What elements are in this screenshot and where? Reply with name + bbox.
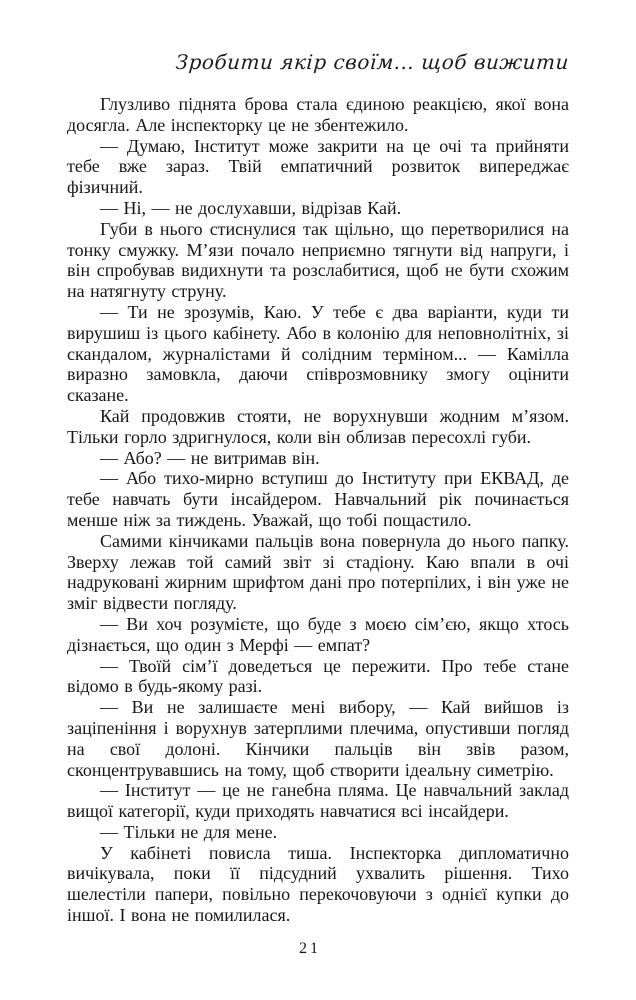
paragraph-9: Самими кінчиками пальців вона повернула до нього папку. Зверху лежав той самий звіт зі стадіону. Каю впали в очі надруковані жирним шрифтом дані про потерпілих, і він уже не зміг відвести погляду.: [67, 530, 569, 614]
page-number: 21: [299, 940, 321, 957]
paragraph-3: — Ні, — не дослухавши, відрізав Кай.: [100, 197, 402, 218]
paragraph-10: — Ви хоч розумієте, що буде з моєю сім’єю, якщо хтось дізнається, що один з Мерфі — емпат?: [67, 613, 569, 655]
paragraph-12: — Ви не залишаєте мені вибору, — Кай вийшов із заціпеніння і ворухнув затерплими плечима, опустивши погляд на свої долоні. Кінчики пальців він звів разом, сконцентрувавшись на тому, щоб створити ідеальну симетрію.: [67, 697, 569, 780]
paragraph-7: — Або? — не витримав він.: [100, 447, 320, 468]
paragraph-1: Глузливо піднята брова стала єдиною реакцією, якої вона досягла. Але інспекторку це не збентежило.: [67, 94, 569, 135]
paragraph-8: — Або тихо-мирно вступиш до Інституту при ЕКВАД, де тебе навчать бути інсайдером. Навчальний рік починається менше ніж за тиждень. Уважай, що тобі пощастило.: [67, 468, 569, 530]
paragraph-5: — Ти не зрозумів, Каю. У тебе є два варіанти, куди ти вирушиш із цього кабінету. Або в колонію для неповнолітніх, зі скандалом, журналістами й солідним терміном... — Камілла виразно замовкла, даючи співрозмовнику змогу оцінити сказане.: [67, 301, 569, 406]
paragraph-4: Губи в нього стиснулися так щільно, що перетворилися на тонку смужку. М’язи почало неприємно тягнути від напруги, і він спробував видихнути та розслабитися, щоб не бути схожим на натягнуту струну.: [67, 218, 569, 302]
paragraph-13: — Інститут — це не ганебна пляма. Це навчальний заклад вищої категорії, куди приходять навчатися всі інсайдери.: [67, 780, 569, 822]
paragraph-15: У кабінеті повисла тиша. Інспекторка дипломатично вичікувала, поки її підсудний ухвалить рішення. Тихо шелестіли папери, повільно перекочовуючи з однієї купки до іншої. І вона не помилилася.: [67, 842, 569, 926]
paragraph-6: Кай продовжив стояти, не ворухнувши жодним м’язом. Тільки горло здригнулося, коли він облизав пересохлі губи.: [67, 405, 569, 447]
page-body: [67, 94, 569, 926]
running-header: Зробити якір своїм... щоб вижити: [174, 50, 570, 74]
paragraph-11: — Твоїй сім’ї доведеться це пережити. Про тебе стане відомо в будь-якому разі.: [67, 655, 569, 697]
paragraph-2: — Думаю, Інститут може закрити на це очі та прийняти тебе вже зараз. Твій емпатичний розвиток випереджає фізичний.: [67, 135, 569, 198]
paragraph-14: — Тільки не для мене.: [100, 821, 278, 842]
